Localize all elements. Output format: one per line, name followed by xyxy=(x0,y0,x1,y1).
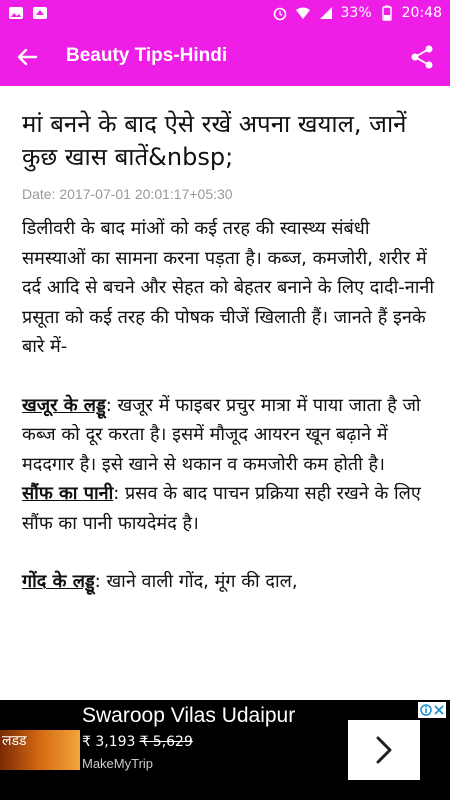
section-paragraph xyxy=(22,391,437,480)
section-heading: सौंफ का पानी xyxy=(22,483,114,504)
wifi-icon xyxy=(295,5,311,21)
app-bar xyxy=(0,28,450,86)
article-date: Date: 2017-07-01 20:01:17+05:30 xyxy=(22,186,233,202)
chevron-right-icon xyxy=(368,734,400,766)
battery-percentage: 33% xyxy=(340,5,372,21)
back-arrow-icon[interactable] xyxy=(12,42,42,72)
ad-headline[interactable]: Swaroop Vilas Udaipur xyxy=(82,704,296,727)
app-title: Beauty Tips-Hindi xyxy=(66,45,228,66)
status-system xyxy=(272,5,442,21)
ad-banner[interactable] xyxy=(0,700,450,800)
ad-open-button[interactable] xyxy=(348,720,420,780)
article-title: मां बनने के बाद ऐसे रखें अपना खयाल, जानें कुछ खास बातें&nbsp; xyxy=(22,110,407,171)
app-notification-icon xyxy=(32,5,48,21)
ad-current-price: ₹ 3,193 xyxy=(82,734,136,750)
image-notification-icon xyxy=(8,5,24,21)
section-paragraph xyxy=(22,479,437,538)
article-view[interactable] xyxy=(0,86,450,700)
battery-icon xyxy=(379,5,395,21)
article-intro: डिलीवरी के बाद मांओं को कई तरह की स्वास्थ्य संबंधी समस्याओं का सामना करना पड़ता है। कब्ज, कमजोरी, शरीर में दर्द आदि से बचने और सेहत को बेहतर बनाने के लिए दादी-नानी प्रसूता को कई तरह की पोषक चीजें खिलाती हैं। जानते हैं इनके बारे में- xyxy=(22,218,435,357)
signal-icon xyxy=(318,5,334,21)
article-body xyxy=(22,214,437,597)
alarm-icon xyxy=(272,5,288,21)
status-bar xyxy=(0,0,450,28)
ad-price xyxy=(82,734,193,750)
clock: 20:48 xyxy=(401,5,442,21)
ad-thumbnail[interactable] xyxy=(0,730,80,770)
section-text: : खाने वाली गोंद, मूंग की दाल, xyxy=(94,571,298,592)
section-heading: खजूर के लड्डू xyxy=(22,394,106,416)
ad-advertiser: MakeMyTrip xyxy=(82,756,154,771)
adchoices-icon[interactable] xyxy=(418,702,446,718)
section-text: : प्रसव के बाद पाचन प्रक्रिया सही रखने के लिए सौंफ का पानी फायदेमंद है। xyxy=(22,483,421,534)
share-icon[interactable] xyxy=(408,43,436,71)
section-paragraph xyxy=(22,567,437,597)
section-heading: गोंद के लड्डू xyxy=(22,571,95,592)
ad-thumbnail-text: लडड xyxy=(2,733,27,749)
section-text: : खजूर में फाइबर प्रचुर मात्रा में पाया जाता है जो कब्ज को दूर करता है। इसमें मौजूद आयरन खून बढ़ाने में मददगार है। इसे खाने से थकान व कमजोरी कम होती है। xyxy=(22,394,421,475)
ad-old-price: ₹ 5,629 xyxy=(139,734,193,750)
status-notifications xyxy=(8,5,48,21)
